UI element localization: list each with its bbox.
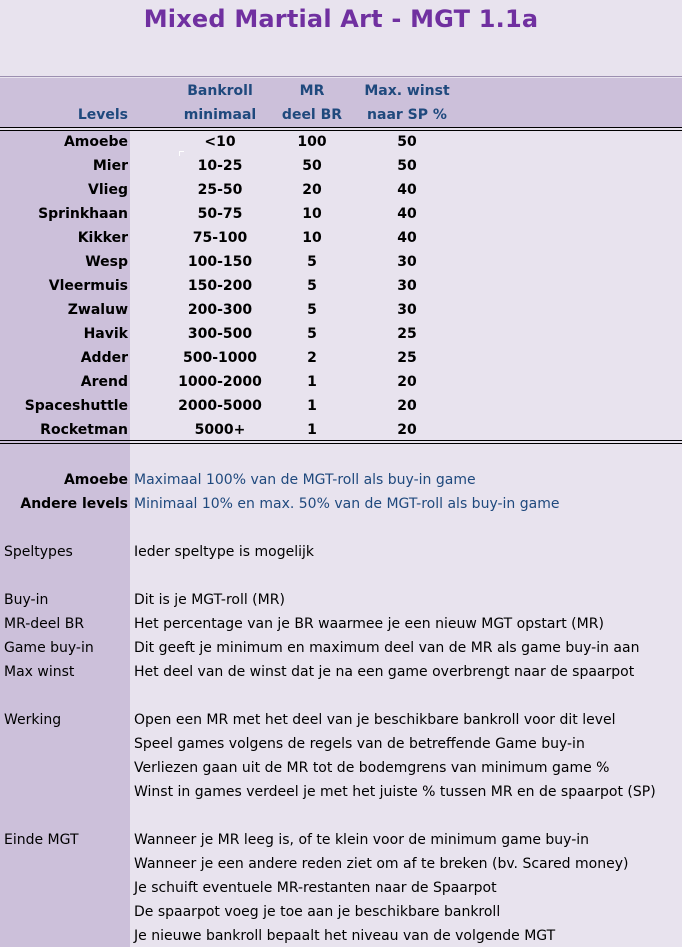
mr-cell: 10	[302, 230, 322, 246]
max-winst-cell: 20	[397, 374, 417, 390]
speltypes-label: Speltypes	[4, 544, 73, 560]
level-name-cell: Adder	[80, 350, 128, 366]
max-winst-cell: 25	[397, 326, 417, 342]
werking-line-4: Winst in games verdeel je met het juiste % tussen MR en de spaarpot (SP)	[134, 784, 656, 800]
max-winst-cell: 50	[397, 134, 417, 150]
def-label-game-buyin: Game buy-in	[4, 640, 94, 656]
speltypes-text: Ieder speltype is mogelijk	[134, 544, 314, 560]
header-levels: Levels	[77, 107, 128, 123]
werking-line-1: Open een MR met het deel van je beschikbare bankroll voor dit level	[134, 712, 616, 728]
einde-line-4: De spaarpot voeg je toe aan je beschikbare bankroll	[134, 904, 501, 920]
mr-cell: 1	[307, 398, 317, 414]
def-label-buyin: Buy-in	[4, 592, 49, 608]
def-text-max-winst: Het deel van de winst dat je na een game overbrengt naar de spaarpot	[134, 664, 635, 680]
header-bankroll-line2: minimaal	[183, 107, 257, 123]
note-label-amoebe: Amoebe	[63, 472, 128, 488]
table-row	[0, 298, 682, 322]
bankroll-cell: 5000+	[194, 422, 246, 438]
note-label-andere: Andere levels	[20, 496, 128, 512]
header-bankroll	[170, 79, 270, 127]
mr-cell: 100	[297, 134, 327, 150]
max-winst-cell: 30	[397, 302, 417, 318]
level-name-cell: Amoebe	[63, 134, 128, 150]
bankroll-cell: 300-500	[187, 326, 253, 342]
level-name-cell: Vlieg	[88, 182, 128, 198]
mr-cell: 2	[307, 350, 317, 366]
level-name-cell: Mier	[92, 158, 128, 174]
level-name-cell: Vleermuis	[48, 278, 128, 294]
header-max-winst	[352, 79, 462, 127]
def-text-buyin: Dit is je MGT-roll (MR)	[134, 592, 285, 608]
mr-cell: 20	[302, 182, 322, 198]
table-bottom-rule	[0, 440, 682, 444]
mr-cell: 10	[302, 206, 322, 222]
header-mr	[277, 79, 347, 127]
mr-cell: 5	[307, 326, 317, 342]
max-winst-cell: 40	[397, 206, 417, 222]
werking-label: Werking	[4, 712, 62, 728]
page-title: Mixed Martial Art - MGT 1.1a	[143, 5, 539, 33]
max-winst-cell: 30	[397, 278, 417, 294]
level-name-cell: Spaceshuttle	[24, 398, 128, 414]
mr-cell: 5	[307, 302, 317, 318]
header-bankroll-line1: Bankroll	[187, 83, 253, 99]
note-text-amoebe: Maximaal 100% van de MGT-roll als buy-in game	[134, 472, 476, 488]
table-row	[0, 346, 682, 370]
max-winst-cell: 20	[397, 398, 417, 414]
mr-cell: 50	[302, 158, 322, 174]
level-name-cell: Kikker	[77, 230, 128, 246]
max-winst-cell: 20	[397, 422, 417, 438]
bankroll-cell: 150-200	[187, 278, 253, 294]
level-name-cell: Zwaluw	[67, 302, 128, 318]
table-row	[0, 322, 682, 346]
level-name-cell: Sprinkhaan	[38, 206, 128, 222]
table-row	[0, 250, 682, 274]
mr-cell: 1	[307, 422, 317, 438]
einde-line-3: Je schuift eventuele MR-restanten naar de Spaarpot	[134, 880, 497, 896]
max-winst-cell: 50	[397, 158, 417, 174]
mr-cell: 5	[307, 254, 317, 270]
bankroll-cell: 75-100	[192, 230, 248, 246]
mr-cell: 1	[307, 374, 317, 390]
table-row	[0, 178, 682, 202]
bankroll-cell: 1000-2000	[178, 374, 262, 390]
einde-line-2: Wanneer je een andere reden ziet om af te breken (bv. Scared money)	[134, 856, 629, 872]
table-row	[0, 154, 682, 178]
header-mr-line1: MR	[299, 83, 325, 99]
table-row	[0, 394, 682, 418]
bankroll-cell: 25-50	[197, 182, 243, 198]
cursor-mark-icon	[179, 151, 184, 156]
bankroll-cell: 500-1000	[183, 350, 257, 366]
bankroll-cell: 100-150	[187, 254, 253, 270]
werking-line-3: Verliezen gaan uit de MR tot de bodemgrens van minimum game %	[134, 760, 610, 776]
header-max-line1: Max. winst	[364, 83, 450, 99]
bankroll-cell: 50-75	[197, 206, 243, 222]
table-row	[0, 274, 682, 298]
einde-label: Einde MGT	[4, 832, 79, 848]
def-text-mr-deel: Het percentage van je BR waarmee je een nieuw MGT opstart (MR)	[134, 616, 604, 632]
def-text-game-buyin: Dit geeft je minimum en maximum deel van de MR als game buy-in aan	[134, 640, 640, 656]
table-row	[0, 130, 682, 154]
level-name-cell: Arend	[80, 374, 128, 390]
note-text-andere: Minimaal 10% en max. 50% van de MGT-roll als buy-in game	[134, 496, 560, 512]
max-winst-cell: 40	[397, 182, 417, 198]
table-row	[0, 370, 682, 394]
einde-line-5: Je nieuwe bankroll bepaalt het niveau van de volgende MGT	[134, 928, 556, 944]
table-row	[0, 418, 682, 442]
bankroll-cell: 200-300	[187, 302, 253, 318]
level-name-cell: Wesp	[85, 254, 128, 270]
werking-line-2: Speel games volgens de regels van de betreffende Game buy-in	[134, 736, 585, 752]
max-winst-cell: 25	[397, 350, 417, 366]
bankroll-cell: 10-25	[197, 158, 243, 174]
def-label-mr-deel: MR-deel BR	[4, 616, 85, 632]
header-max-line2: naar SP %	[367, 107, 447, 123]
table-row	[0, 226, 682, 250]
header-mr-line2: deel BR	[281, 107, 343, 123]
max-winst-cell: 30	[397, 254, 417, 270]
bankroll-cell: 2000-5000	[178, 398, 262, 414]
def-label-max-winst: Max winst	[4, 664, 75, 680]
title-divider	[0, 76, 682, 77]
level-name-cell: Rocketman	[40, 422, 128, 438]
level-name-cell: Havik	[83, 326, 128, 342]
max-winst-cell: 40	[397, 230, 417, 246]
table-row	[0, 202, 682, 226]
bankroll-cell: <10	[204, 134, 236, 150]
einde-line-1: Wanneer je MR leeg is, of te klein voor de minimum game buy-in	[134, 832, 590, 848]
mr-cell: 5	[307, 278, 317, 294]
